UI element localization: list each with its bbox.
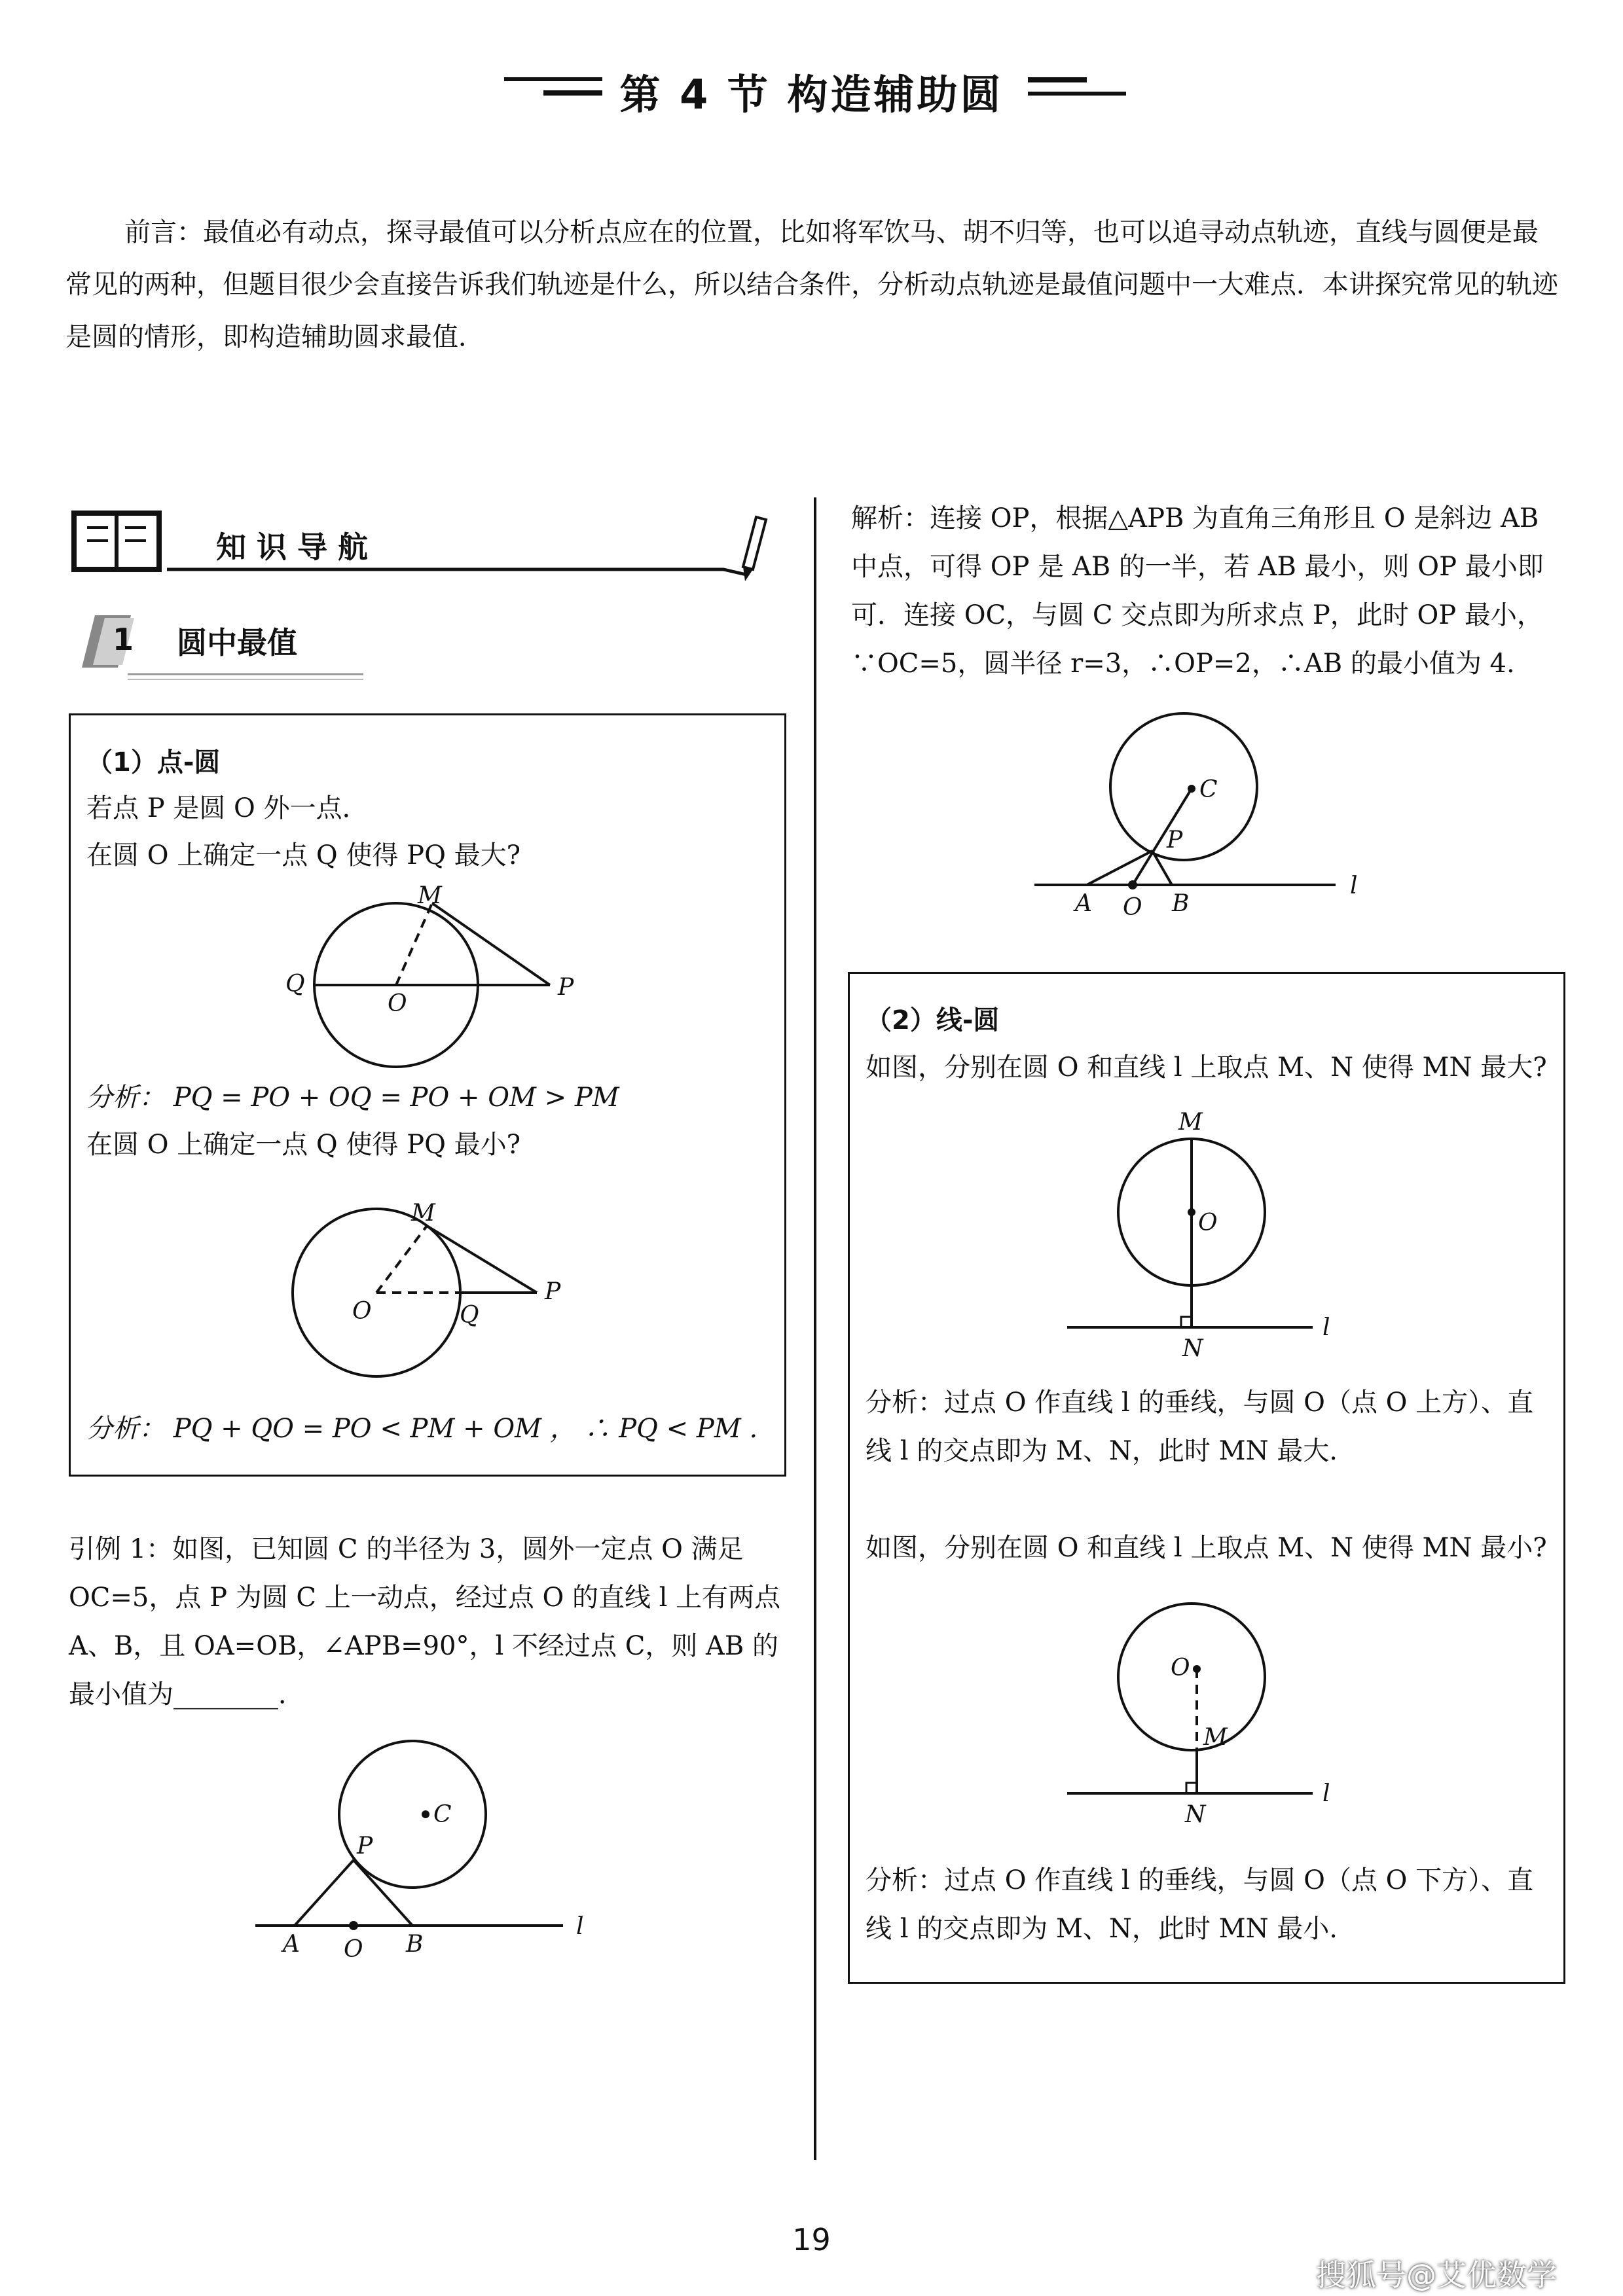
- label-q: Q: [460, 1302, 479, 1329]
- label-a: A: [283, 1931, 300, 1958]
- label-c: C: [1199, 776, 1218, 803]
- label-p: P: [1167, 827, 1183, 853]
- figure-line-circle-max: [1061, 1106, 1349, 1368]
- box2-heading: （2）线-圆: [866, 1005, 1000, 1035]
- label-p: P: [545, 1278, 561, 1305]
- watermark: 搜狐号@艾优数学: [1316, 2257, 1557, 2293]
- figure-example1: [249, 1741, 615, 1964]
- label-l: l: [1322, 1780, 1330, 1807]
- label-p: P: [558, 974, 574, 1001]
- label-l: l: [1322, 1314, 1330, 1341]
- page-number: 19: [792, 2222, 831, 2257]
- figure-point-circle-min: [275, 1188, 615, 1397]
- example1-text: 引例 1：如图，已知圆 C 的半径为 3，圆外一定点 O 满足 OC=5，点 P 为圆 C 上一动点，经过点 O 的直线 l 上有两点 A、B，且 OA=OB，∠APB=90°，l 不经过点 C，则 AB 的最小值为________．: [69, 1534, 781, 1710]
- label-l: l: [1350, 872, 1358, 899]
- column-divider: [814, 497, 816, 2160]
- box1-line1: 若点 P 是圆 O 外一点．: [86, 793, 369, 823]
- solution1-text: 解析：连接 OP，根据△APB 为直角三角形且 O 是斜边 AB 中点，可得 OP 是 AB 的一半，若 AB 最小，则 OP 最小即可．连接 OC，与圆 C 交点即为所求点 P，此时 OP 最小，∵OC=5，圆半径 r=3，∴OP=2，∴AB 的最小值为 4.: [851, 503, 1544, 679]
- label-b: B: [406, 1931, 424, 1958]
- box1-analysis2: 分析： PQ + QO = PO < PM + OM ， ∴ PQ < PM .: [86, 1414, 758, 1444]
- figure-solution1: [1028, 713, 1395, 936]
- label-p: P: [357, 1833, 373, 1859]
- nav-title: 知识导航: [216, 529, 378, 565]
- intro-paragraph: 前言：最值必有动点，探寻最值可以分析点应在的位置，比如将军饮马、胡不归等，也可以追寻动点轨迹，直线与圆便是最常见的两种，但题目很少会直接告诉我们轨迹是什么，所以结合条件，分析动点轨迹是最值问题中一大难点．本讲探究常见的轨迹是圆的情形，即构造辅助圆求最值．: [65, 217, 1558, 352]
- label-c: C: [433, 1801, 452, 1828]
- box1-question-min: 在圆 O 上确定一点 Q 使得 PQ 最小?: [86, 1130, 521, 1160]
- pencil-icon: [743, 517, 766, 581]
- book-icon: [74, 513, 159, 569]
- box2-analysis1-line1: 分析：过点 O 作直线 l 的垂线，与圆 O（点 O 上方）、直: [866, 1388, 1534, 1418]
- box2-analysis2-line2: 线 l 的交点即为 M、N，此时 MN 最小.: [866, 1914, 1338, 1944]
- title-bar-right-top: [1028, 77, 1087, 82]
- box2-analysis2-line1: 分析：过点 O 作直线 l 的垂线，与圆 O（点 O 下方）、直: [866, 1865, 1534, 1895]
- label-m: M: [1178, 1109, 1203, 1136]
- label-o: O: [1198, 1210, 1218, 1236]
- page-title: 第 4 节 构造辅助圆: [619, 71, 1004, 118]
- box2-question-min: 如图，分别在圆 O 和直线 l 上取点 M、N 使得 MN 最小?: [866, 1533, 1547, 1563]
- box2-question-max: 如图，分别在圆 O 和直线 l 上取点 M、N 使得 MN 最大?: [866, 1052, 1547, 1083]
- label-l: l: [576, 1913, 584, 1940]
- label-o: O: [1123, 894, 1142, 921]
- section-number: 1: [113, 622, 134, 657]
- label-n: N: [1182, 1335, 1203, 1362]
- box1-heading: （1）点-圆: [86, 747, 221, 778]
- box1-analysis1: 分析： PQ = PO + OQ = PO + OM > PM: [86, 1083, 619, 1113]
- label-m: M: [411, 1200, 435, 1227]
- figure-line-circle-min: [1061, 1604, 1349, 1846]
- nav-header-graphic: [69, 504, 776, 583]
- label-a: A: [1075, 890, 1092, 917]
- box1-question-max: 在圆 O 上确定一点 Q 使得 PQ 最大?: [86, 840, 521, 870]
- label-n: N: [1185, 1801, 1206, 1828]
- title-bar-right-bottom: [1028, 92, 1126, 96]
- label-q: Q: [285, 971, 305, 997]
- label-o: O: [344, 1936, 363, 1963]
- label-m: M: [418, 882, 442, 909]
- label-o: O: [352, 1298, 372, 1325]
- label-m: M: [1203, 1724, 1228, 1751]
- section-title: 圆中最值: [177, 625, 297, 660]
- label-o: O: [388, 990, 407, 1017]
- label-b: B: [1172, 890, 1190, 917]
- box2-analysis1-line2: 线 l 的交点即为 M、N，此时 MN 最大.: [866, 1436, 1338, 1466]
- label-o: O: [1171, 1655, 1190, 1681]
- figure-point-circle-max: [275, 882, 615, 1073]
